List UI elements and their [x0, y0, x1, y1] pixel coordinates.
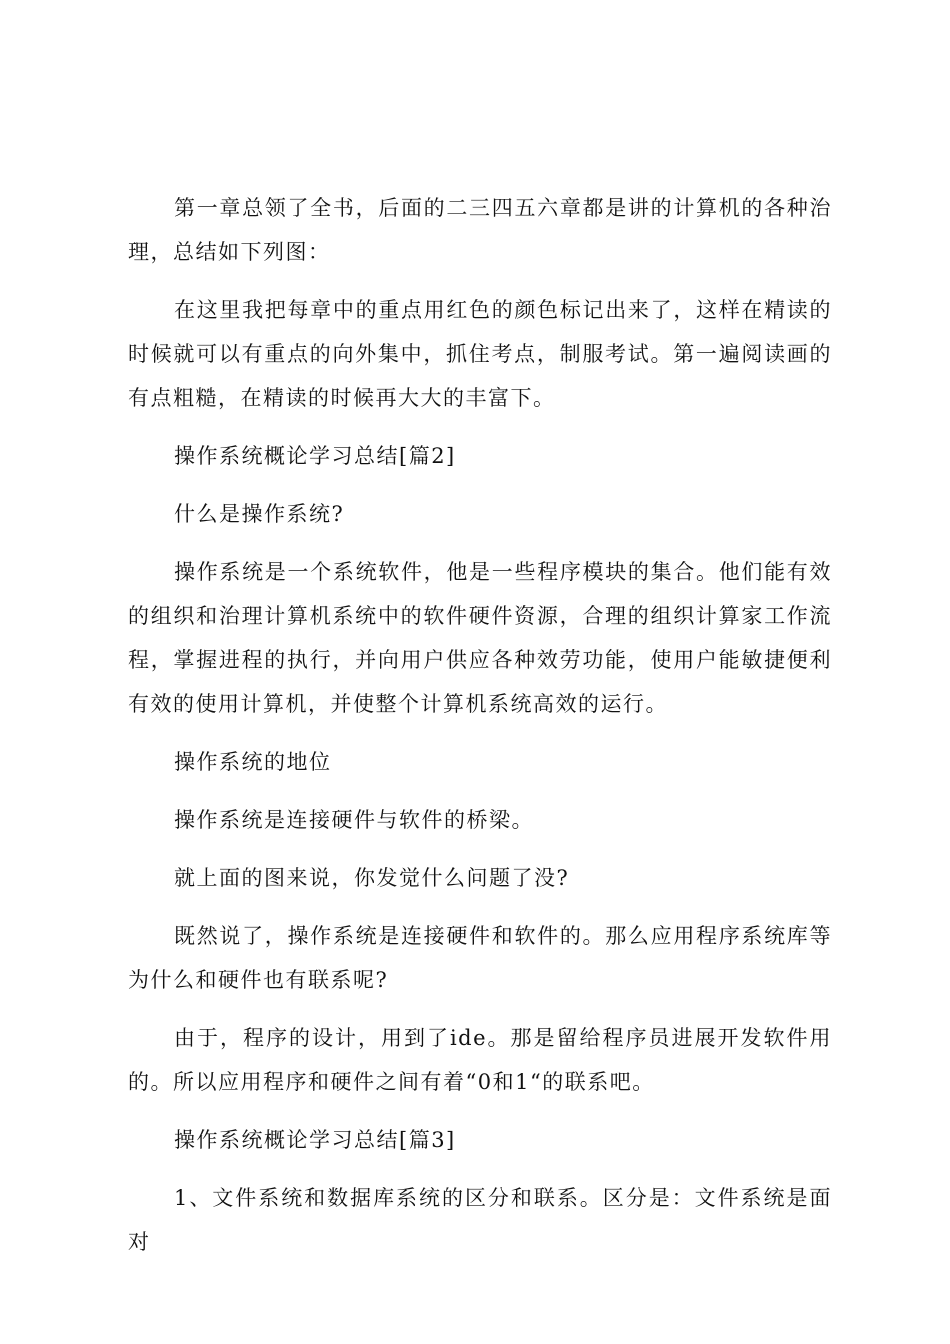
paragraph-app-hardware-relation: 既然说了，操作系统是连接硬件和软件的。那么应用程序系统库等为什么和硬件也有联系呢?	[128, 924, 832, 992]
paragraph-os-bridge: 操作系统是连接硬件与软件的桥梁。	[174, 808, 534, 832]
paragraph-os-definition: 操作系统是一个系统软件，他是一些程序模块的集合。他们能有效的组织和治理计算机系统中的软件硬件资源，合理的组织计算家工作流程，掌握进程的执行，并向用户供应各种效劳功能，使用户能敏捷便利有效的使用计算机，并使整个计算机系统高效的运行。	[128, 560, 832, 716]
section-heading-part-2: 操作系统概论学习总结[篇2]	[174, 444, 456, 468]
paragraph-chapter-summary: 第一章总领了全书，后面的二三四五六章都是讲的计算机的各种治理，总结如下列图：	[128, 196, 832, 264]
document-body	[128, 186, 832, 1278]
paragraph-ide-explanation: 由于，程序的设计，用到了ide。那是留给程序员进展开发软件用的。所以应用程序和硬件之间有着“0和1“的联系吧。	[128, 1026, 832, 1094]
paragraph-red-marking-note: 在这里我把每章中的重点用红色的颜色标记出来了，这样在精读的时候就可以有重点的向外集中，抓住考点，制服考试。第一遍阅读画的有点粗糙，在精读的时候再大大的丰富下。	[128, 298, 832, 410]
paragraph-question-figure: 就上面的图来说，你发觉什么问题了没?	[174, 866, 570, 890]
question-what-is-os: 什么是操作系统?	[174, 502, 345, 526]
paragraph-filesystem-vs-database: 1、文件系统和数据库系统的区分和联系。区分是：文件系统是面对	[128, 1186, 832, 1254]
subheading-os-position: 操作系统的地位	[174, 750, 332, 774]
section-heading-part-3: 操作系统概论学习总结[篇3]	[174, 1128, 456, 1152]
